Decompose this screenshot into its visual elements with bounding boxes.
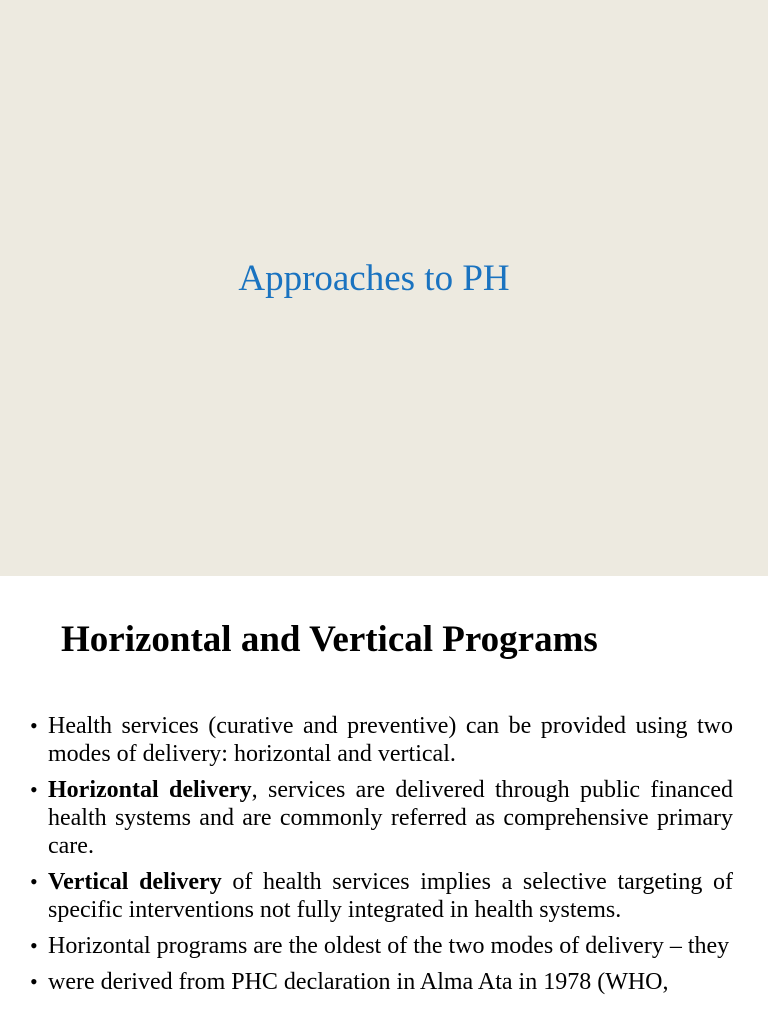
bullet-icon: • — [30, 777, 38, 802]
bullet-item — [30, 776, 733, 860]
bullet-text: Horizontal programs are the oldest of the two modes of delivery – they — [48, 933, 730, 959]
bullet-item — [30, 932, 733, 960]
bullet-icon: • — [30, 933, 38, 958]
bullet-icon: • — [30, 869, 38, 894]
bullet-text: were derived from PHC declaration in Alma Ata in 1978 (WHO, — [48, 969, 669, 995]
bullet-text: , services are delivered through public financed health systems and are commonly referred as comprehensive primary care. — [48, 777, 733, 859]
bullet-icon: • — [30, 969, 38, 994]
bullet-lead: Horizontal delivery — [48, 777, 252, 803]
bullet-text: Health services (curative and preventive) can be provided using two modes of delivery: horizontal and vertical. — [48, 713, 733, 767]
content-slide — [0, 576, 768, 1024]
bullet-text: of health services implies a selective targeting of specific interventions not fully integrated in health systems. — [48, 869, 733, 923]
bullet-item — [30, 868, 733, 924]
bullet-lead: Vertical delivery — [48, 869, 222, 895]
slide-heading: Horizontal and Vertical Programs — [61, 619, 598, 660]
bullet-item — [30, 968, 733, 996]
slide-title: Approaches to PH — [238, 258, 510, 299]
bullet-icon: • — [30, 713, 38, 738]
bullet-item — [30, 712, 733, 768]
bullet-list — [30, 712, 733, 1004]
